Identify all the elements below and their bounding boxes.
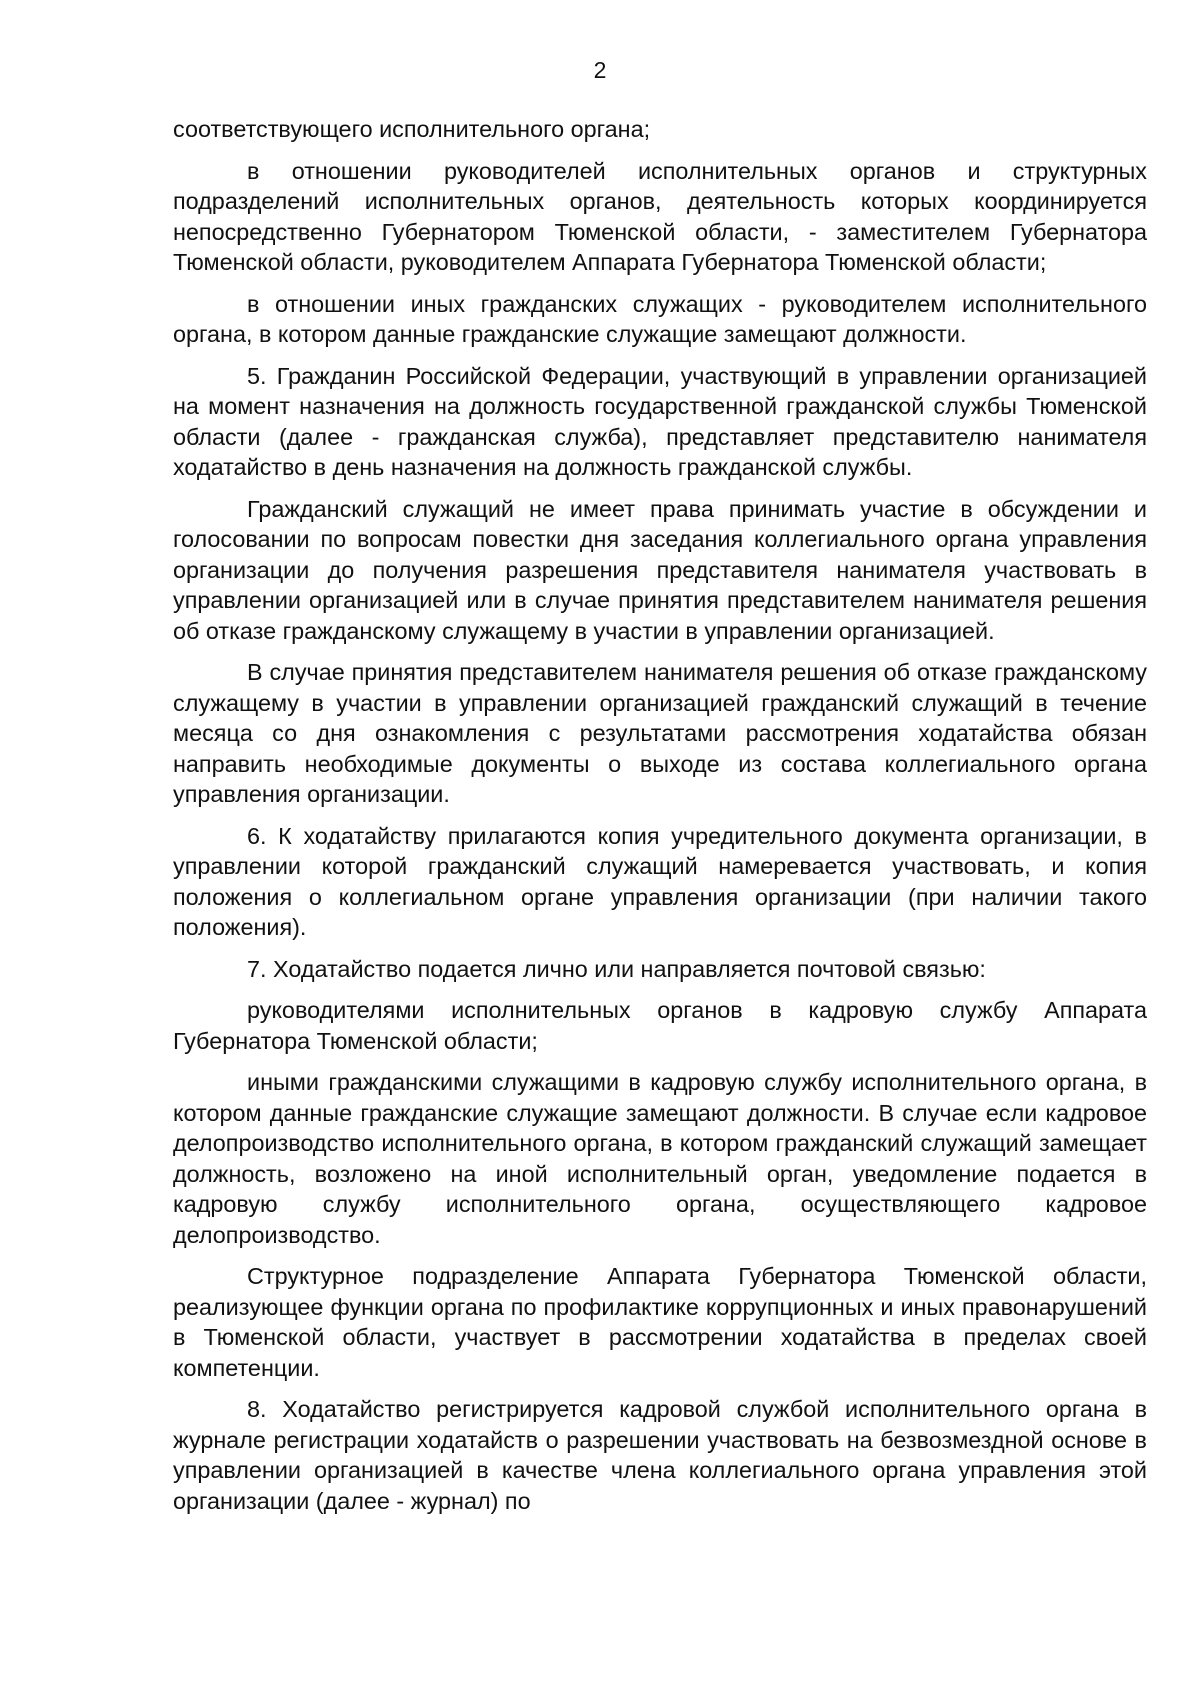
paragraph-item-6: 6. К ходатайству прилагаются копия учредительного документа организации, в управлении которой гражданский служащий намеревается участвовать, и копия положения о коллегиальном органе управления организации (при наличии такого положения). [173,822,1147,940]
paragraph-item-8: 8. Ходатайство регистрируется кадровой службой исполнительного органа в журнале регистрации ходатайств о разрешении участвовать на безвозмездной основе в управлении организацией в качестве члена коллегиального органа управления этой организации (далее - журнал) по [173,1396,1147,1514]
page-number: 2 [593,57,607,83]
paragraph-structural-division: Структурное подразделение Аппарата Губернатора Тюменской области, реализующее функции органа по профилактике коррупционных и иных правонарушений в Тюменской области, участвует в рассмотрении ходатайства в пределах своей компетенции. [173,1263,1147,1381]
paragraph-refusal-case: В случае принятия представителем нанимателя решения об отказе гражданскому служащему в участии в управлении организацией гражданский служащий в течение месяца со дня ознакомления с результатами рассмотрения ходатайства обязан направить необходимые документы о выходе из состава коллегиального органа управления организации. [173,659,1147,807]
paragraph-heads-submit: руководителями исполнительных органов в кадровую службу Аппарата Губернатора Тюменской области; [173,997,1147,1054]
paragraph-item-5: 5. Гражданин Российской Федерации, участвующий в управлении организацией на момент назначения на должность государственной гражданской службы Тюменской области (далее - гражданская служба), представляет представителю нанимателя ходатайство в день назначения на должность гражданской службы. [173,362,1147,480]
paragraph-other-servants-submit: иными гражданскими служащими в кадровую службу исполнительного органа, в котором данные гражданские служащие замещают должности. В случае если кадровое делопроизводство исполнительного органа, в котором гражданский служащий замещает должность, возложено на иной исполнительный орган, уведомление подается в кадровую службу исполнительного органа, осуществляющего кадровое делопроизводство. [173,1069,1147,1248]
paragraph-no-right-to-participate: Гражданский служащий не имеет права принимать участие в обсуждении и голосовании по вопросам повестки дня заседания коллегиального органа управления организации до получения разрешения представителя нанимателя участвовать в управлении организацией или в случае принятия представителем нанимателя решения об отказе гражданскому служащему в участии в управлении организацией. [173,495,1147,644]
paragraph-item-7: 7. Ходатайство подается лично или направляется почтовой связью: [247,955,986,982]
paragraph-heads-of-executive-bodies: в отношении руководителей исполнительных органов и структурных подразделений исполнительных органов, деятельность которых координируется непосредственно Губернатором Тюменской области, - заместителем Губернатора Тюменской области, руководителем Аппарата Губернатора Тюменской области; [173,157,1147,275]
paragraph-continuation: соответствующего исполнительного органа; [173,116,651,142]
document-body [173,114,1147,1527]
paragraph-other-civil-servants: в отношении иных гражданских служащих - руководителем исполнительного органа, в котором данные гражданские служащие замещают должности. [173,290,1147,347]
